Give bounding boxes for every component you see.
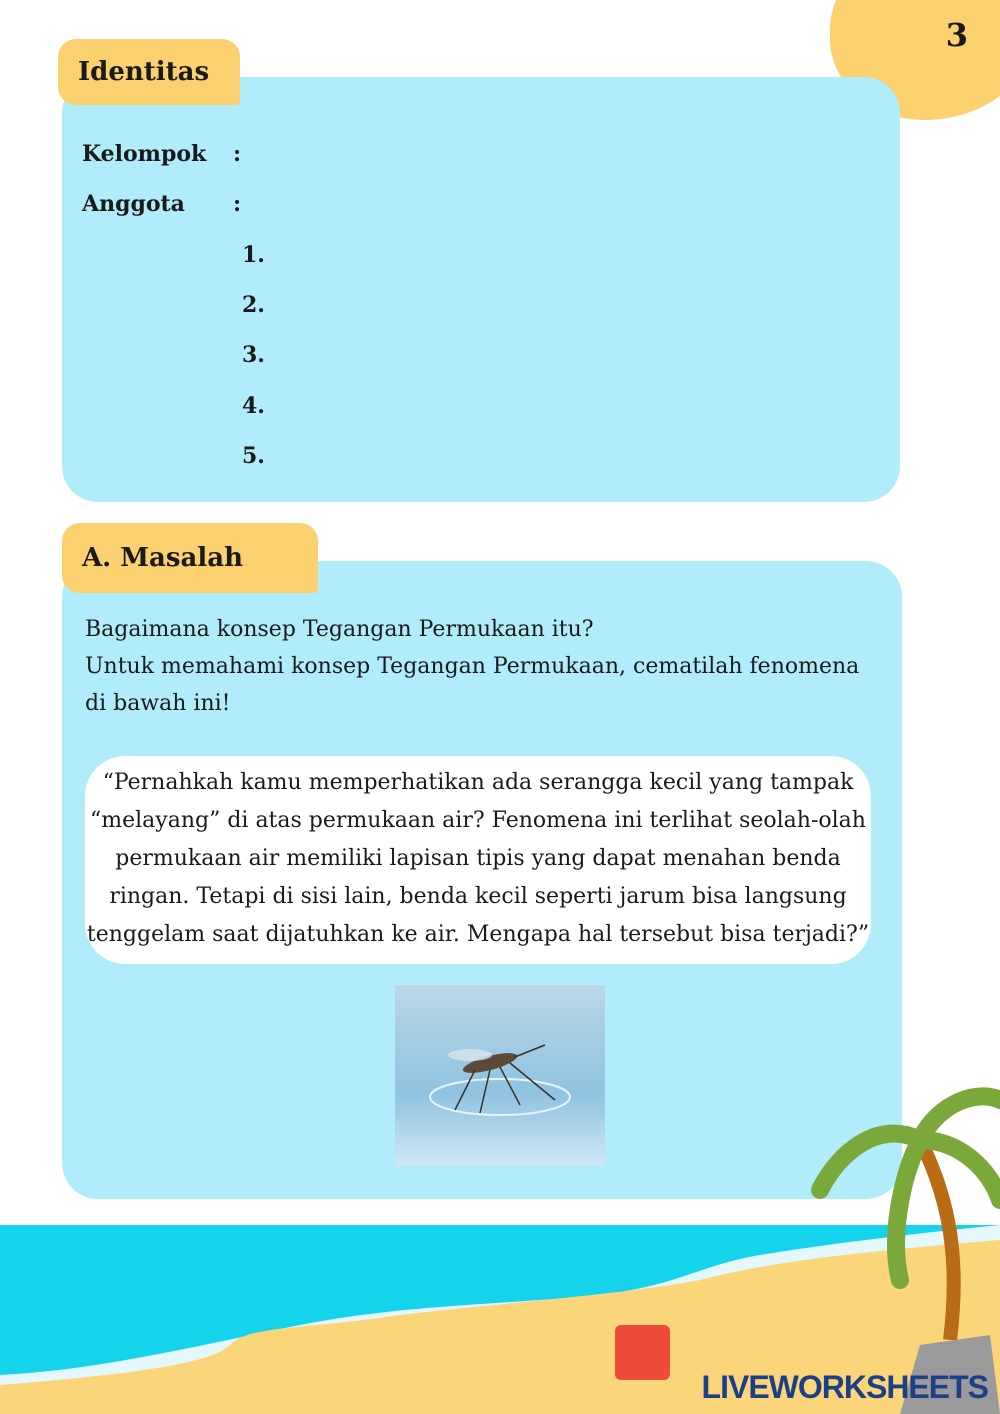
kelompok-colon: : [233,141,242,167]
masalah-question: Bagaimana konsep Tegangan Permukaan itu? [85,617,594,642]
identitas-title: Identitas [58,39,240,105]
page-number: 3 [945,16,968,54]
mosquito-icon [395,985,605,1165]
member-1: 1. [242,242,265,268]
member-3: 3. [242,342,265,368]
member-2: 2. [242,292,265,318]
masalah-title: A. Masalah [62,523,318,593]
member-5: 5. [242,443,265,469]
member-4: 4. [242,393,265,419]
kelompok-label: Kelompok [82,141,207,167]
masalah-instruction-cont: di bawah ini! [85,691,231,716]
phenomenon-quote: “Pernahkah kamu memperhatikan ada serangga kecil yang tampak “melayang” di atas permukaan air? Fenomena ini terlihat seolah-olah permukaan air memiliki lapisan tipis yang dapat menahan benda ringan. Tetapi di sisi lain, benda kecil seperti jarum bisa langsung tenggelam saat dijatuhkan ke air. Mengapa hal tersebut bisa terjadi?” [85,756,871,964]
palm-tree-icon [800,1080,1000,1340]
masalah-instruction: Untuk memahami konsep Tegangan Permukaan, cematilah fenomena [85,654,860,679]
liveworksheets-logo: LIVEWORKSHEETS [701,1369,988,1405]
anggota-colon: : [233,191,242,217]
anggota-label: Anggota [82,191,185,217]
mosquito-on-water-image [395,985,605,1165]
